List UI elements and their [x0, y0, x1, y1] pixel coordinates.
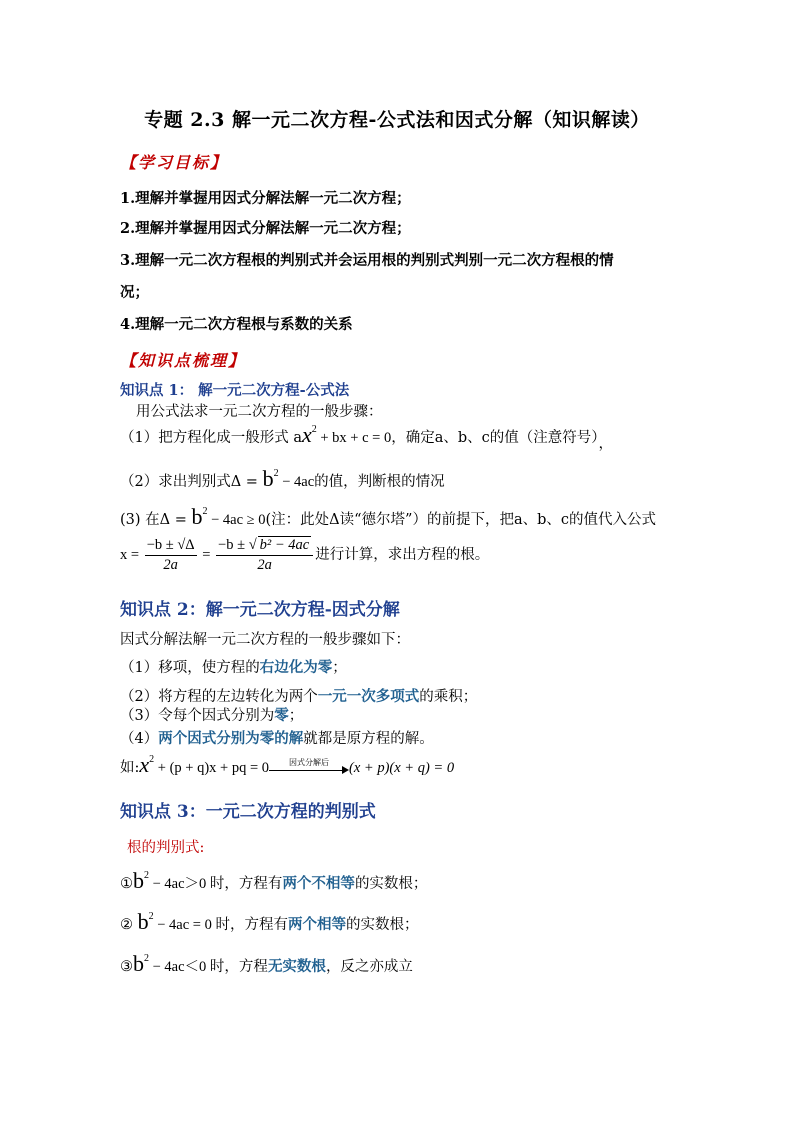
kp3-case1 [120, 868, 427, 894]
kp3-title: 知识点 3：一元二次方程的判别式 [120, 802, 376, 822]
ex-mid: + (p + q)x + pq = 0 [154, 760, 270, 776]
goals-heading: 【学习目标】 [120, 153, 229, 172]
formula-den-2: 2a [257, 557, 272, 573]
s2-highlight: 一元一次多项式 [317, 688, 420, 705]
kp3-intro: 根的判别式: [127, 840, 205, 856]
goal-item: 况； [120, 284, 149, 301]
formula-num-1: −b ± √Δ [145, 537, 197, 556]
step3-b: b [191, 504, 203, 529]
step1-post: ，确定a、b、c的值（注意符号） [391, 430, 599, 446]
c1-post: 的实数根； [354, 876, 428, 892]
kp2-step3 [120, 704, 303, 725]
kp1-step2 [120, 466, 445, 492]
step2-b: b [262, 466, 274, 491]
kp1-formula [120, 536, 489, 574]
s4-pre: （4） [120, 731, 159, 747]
c3-b: b [133, 951, 144, 976]
kp2-title: 知识点 2：解一元二次方程-因式分解 [120, 600, 400, 620]
s1-post: ； [332, 660, 347, 676]
ex-post: (x + p)(x + q) = 0 [349, 760, 455, 776]
step1-pre: （1）把方程化成一般形式 a [120, 430, 302, 446]
knowledge-heading: 【知识点梳理】 [120, 351, 247, 370]
c1-exp: 2 [144, 870, 149, 881]
c1-b: b [133, 868, 144, 893]
arrow-head-icon [342, 766, 349, 774]
s1-pre: （1）移项，使方程的 [120, 660, 260, 676]
goal-item: 4.理解一元二次方程根与系数的关系 [120, 316, 353, 333]
step1-mid: + bx + c = 0 [316, 430, 392, 446]
c2-post: 的实数根； [345, 917, 419, 933]
goal-item: 1.理解并掌握用因式分解法解一元二次方程； [120, 190, 411, 207]
formula-num-2-rad: b² − 4ac [259, 537, 310, 553]
formula-frac-2: $\frac{\text{−b ± √ b² − 4ac}}{2a}$ [216, 536, 313, 574]
page-title: 专题 2.3 解一元二次方程-公式法和因式分解（知识解读） [144, 109, 650, 131]
goal-item: 2.理解并掌握用因式分解法解一元二次方程； [120, 220, 411, 237]
goal-item: 3.理解一元二次方程根的判别式并会运用根的判别式判别一元二次方程根的情 [120, 252, 614, 269]
ex-arrow [269, 759, 349, 777]
s3-highlight: 零 [274, 707, 289, 724]
kp2-intro: 因式分解法解一元二次方程的一般步骤如下： [120, 632, 410, 648]
step2-mid: − 4ac [278, 474, 315, 490]
formula-eq: = [198, 547, 215, 563]
step2-post: 的值，判断根的情况 [314, 474, 445, 490]
kp1-step3 [120, 504, 656, 530]
step3-pre: (3) 在Δ = [120, 512, 192, 528]
step1-exp: 2 [311, 424, 317, 435]
c1-pre: ① [120, 876, 133, 892]
c3-exp: 2 [144, 953, 149, 964]
step1-tail: ， [598, 436, 614, 452]
kp2-step4 [120, 727, 434, 748]
s4-highlight: 两个因式分别为零的解 [158, 730, 304, 747]
step1-x: x [301, 422, 312, 447]
kp1-title: 知识点 1： 解一元二次方程-公式法 [120, 382, 350, 399]
c3-highlight: 无实数根 [267, 958, 326, 975]
arrow-shaft [269, 770, 343, 771]
step3-exp: 2 [202, 506, 208, 517]
c1-mid: − 4ac＞0 时，方程有 [149, 876, 283, 892]
ex-x: x [139, 752, 150, 777]
c2-pre: ② [120, 917, 138, 933]
kp3-case2 [120, 909, 418, 935]
s3-pre: （3）令每个因式分别为 [120, 708, 275, 724]
s1-highlight: 右边化为零 [259, 659, 333, 676]
formula-x: x = [120, 547, 143, 563]
kp1-intro: 用公式法求一元二次方程的一般步骤： [136, 404, 383, 420]
c3-pre: ③ [120, 959, 133, 975]
kp1-step1 [120, 422, 614, 452]
step2-pre: （2）求出判别式Δ = [120, 474, 263, 490]
step3-mid: − 4ac ≥ 0 [207, 512, 266, 528]
c2-mid: − 4ac = 0 时，方程有 [153, 917, 288, 933]
step3-post: (注：此处Δ读“德尔塔”）的前提下，把a、b、c的值代入公式 [265, 512, 657, 528]
c3-mid: − 4ac＜0 时，方程 [149, 959, 268, 975]
formula-post: 进行计算，求出方程的根。 [315, 547, 490, 563]
kp3-case3 [120, 951, 413, 977]
c2-b: b [137, 909, 149, 934]
formula-frac-1 [145, 537, 197, 574]
s2-pre: （2）将方程的左边转化为两个 [120, 689, 318, 705]
c1-highlight: 两个不相等 [282, 875, 355, 892]
formula-num-2-pre: −b ± [218, 537, 249, 553]
s4-post: 就都是原方程的解。 [303, 731, 434, 747]
kp2-step1 [120, 656, 347, 677]
c3-post: ，反之亦成立 [325, 959, 413, 975]
kp2-example [120, 752, 454, 778]
formula-den-1: 2a [163, 556, 178, 573]
ex-arrow-label: 因式分解后 [289, 758, 330, 767]
ex-exp: 2 [149, 754, 155, 765]
c2-exp: 2 [148, 911, 154, 922]
s2-post: 的乘积； [419, 689, 478, 705]
c2-highlight: 两个相等 [287, 916, 346, 933]
step2-exp: 2 [273, 468, 279, 479]
ex-pre: 如: [120, 760, 140, 776]
kp2-step2 [120, 685, 477, 706]
s3-post: ； [288, 708, 304, 724]
